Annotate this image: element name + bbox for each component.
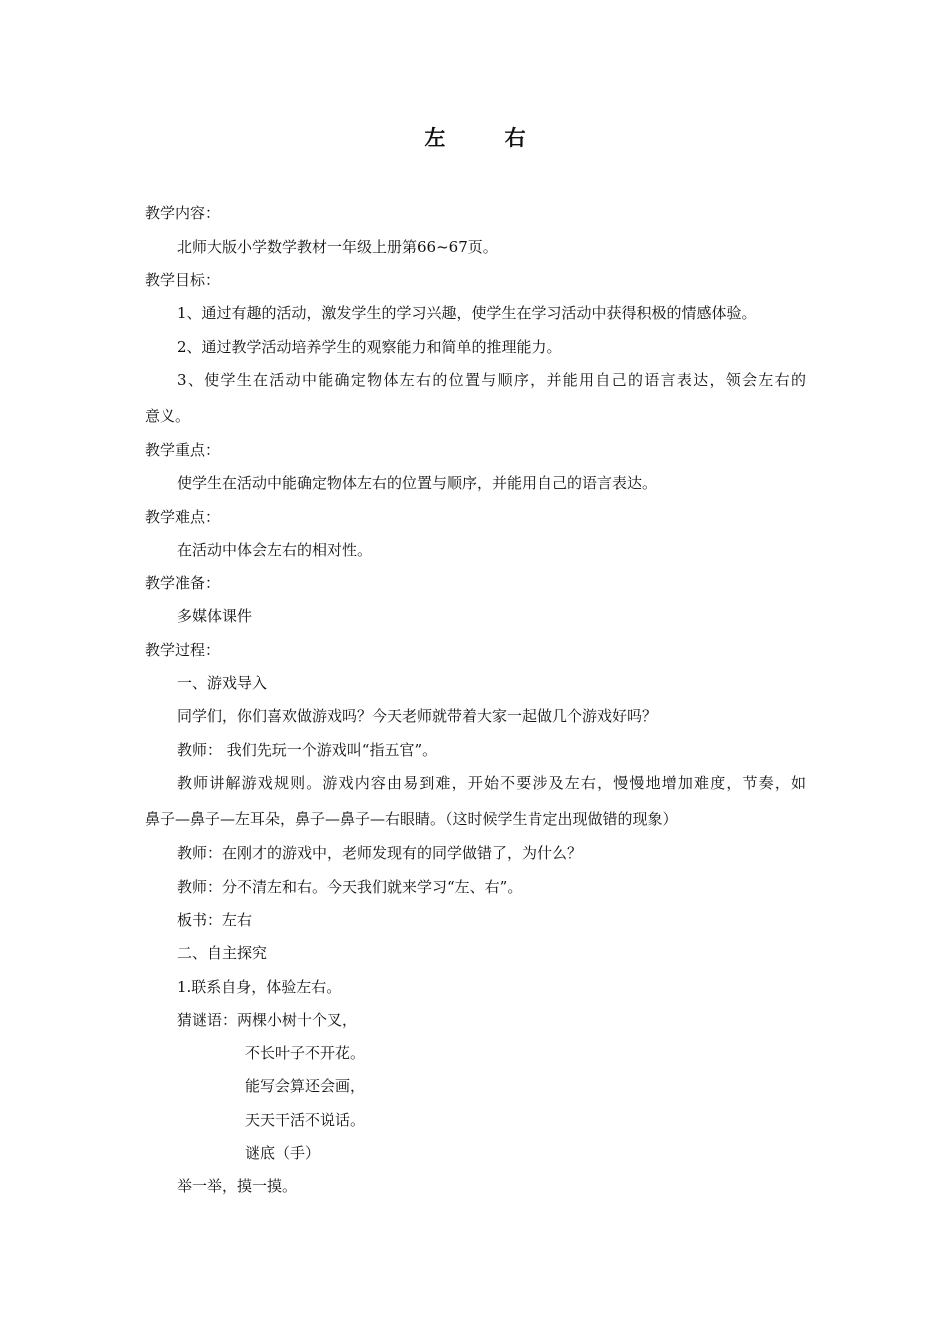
paragraph: 举一举，摸一摸。: [177, 1177, 298, 1195]
difficulty-heading: 教学难点：: [145, 508, 221, 526]
difficulty-text: 在活动中体会左右的相对性。: [177, 541, 373, 559]
key-heading: 教学重点：: [145, 441, 221, 459]
goal-item-continuation: 意义。: [145, 407, 191, 425]
section-heading: 一、游戏导入: [177, 674, 268, 692]
paragraph: 板书：左右: [177, 911, 253, 929]
content-heading: 教学内容：: [145, 204, 221, 222]
section-heading: 二、自主探究: [177, 944, 268, 962]
riddle-line: 猜谜语：两棵小树十个叉，: [177, 1011, 358, 1029]
goal-item: 1、通过有趣的活动，激发学生的学习兴趣，使学生在学习活动中获得积极的情感体验。: [177, 304, 757, 322]
content-text: 北师大版小学数学教材一年级上册第66~67页。: [177, 238, 498, 256]
riddle-line: 天天干活不说话。: [245, 1111, 366, 1129]
key-text: 使学生在活动中能确定物体左右的位置与顺序，并能用自己的语言表达。: [177, 474, 658, 492]
paragraph-continuation: 鼻子—鼻子—左耳朵，鼻子—鼻子—右眼睛。（这时候学生肯定出现做错的现象）: [145, 810, 678, 828]
prep-heading: 教学准备：: [145, 574, 221, 592]
page-title: 左 右: [424, 125, 552, 150]
riddle-line: 不长叶子不开花。: [245, 1044, 366, 1062]
riddle-answer: 谜底（手）: [245, 1144, 321, 1162]
riddle-line: 能写会算还会画，: [245, 1077, 366, 1095]
goal-item: 3、使学生在活动中能确定物体左右的位置与顺序，并能用自己的语言表达，领会左右的: [177, 371, 806, 389]
prep-text: 多媒体课件: [177, 607, 253, 625]
paragraph: 1.联系自身，体验左右。: [177, 978, 342, 996]
paragraph: 教师： 我们先玩一个游戏叫“指五官”。: [177, 741, 438, 759]
goals-heading: 教学目标：: [145, 271, 221, 289]
process-heading: 教学过程：: [145, 641, 221, 659]
goal-item: 2、通过教学活动培养学生的观察能力和简单的推理能力。: [177, 338, 562, 356]
paragraph: 教师：在刚才的游戏中，老师发现有的同学做错了，为什么？: [177, 844, 583, 862]
paragraph: 教师：分不清左和右。今天我们就来学习“左、右”。: [177, 878, 523, 896]
paragraph: 教师讲解游戏规则。游戏内容由易到难，开始不要涉及左右，慢慢地增加难度，节奏，如: [177, 774, 806, 792]
paragraph: 同学们，你们喜欢做游戏吗？今天老师就带着大家一起做几个游戏好吗？: [177, 707, 658, 725]
